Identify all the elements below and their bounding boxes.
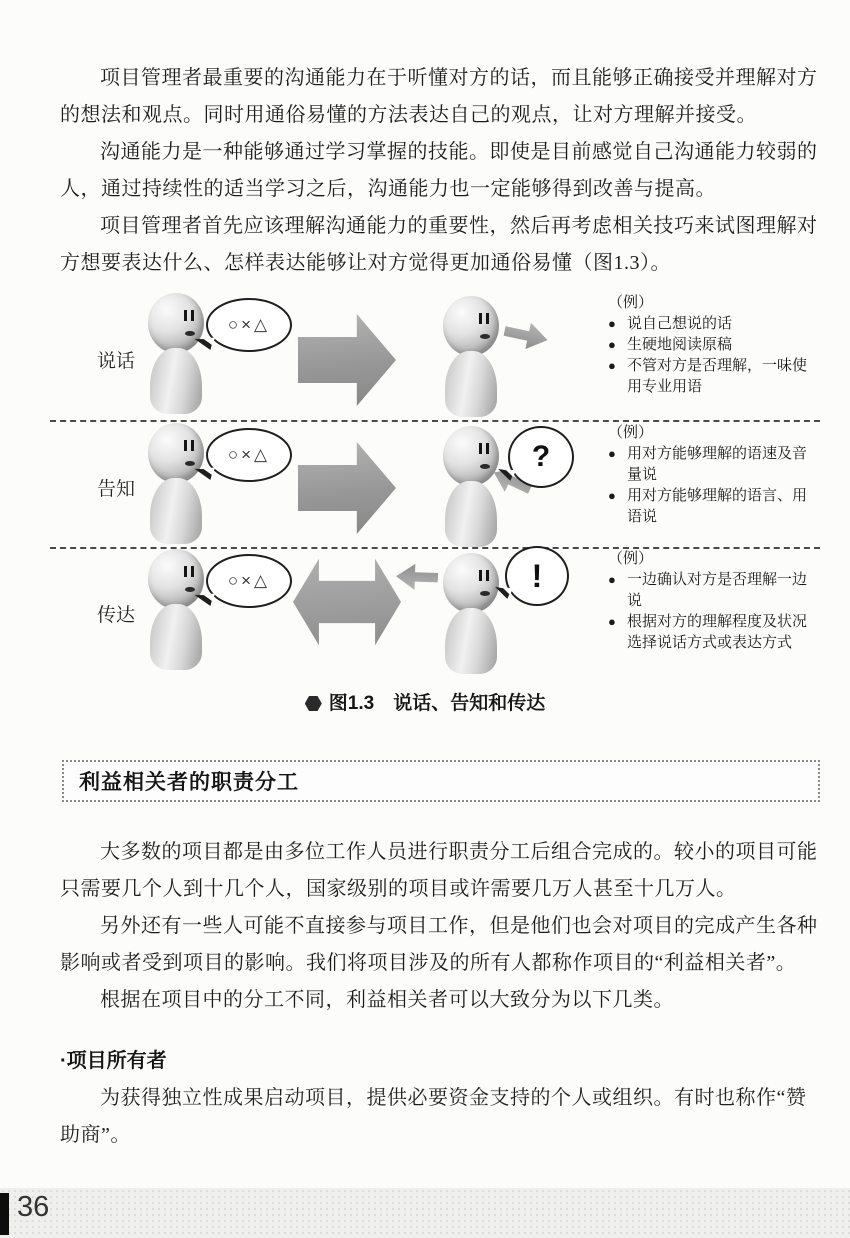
paragraph: 大多数的项目都是由多位工作人员进行职责分工后组合完成的。较小的项目可能只需要几个人到十几个人，国家级别的项目或许需要几万人甚至十几万人。	[60, 841, 818, 900]
paragraph: 项目管理者最重要的沟通能力在于听懂对方的话，而且能够正确接受并理解对方的想法和观点。同时用通俗易懂的方法表达自己的观点，让对方理解并接受。	[60, 67, 818, 126]
intro-paragraphs	[60, 60, 824, 282]
example-list	[608, 422, 820, 527]
person-speaker-icon	[143, 423, 209, 545]
person-listener-icon	[438, 296, 504, 418]
section-paragraphs	[60, 834, 824, 1019]
person-speaker-icon	[143, 293, 209, 415]
paragraph: 为获得独立性成果启动项目，提供必要资金支持的个人或组织。有时也称作“赞助商”。	[60, 1087, 807, 1146]
section-heading-text: 利益相关者的职责分工	[79, 771, 299, 794]
row-label-speaking: 说话	[97, 351, 136, 372]
bullet-icon: ●	[608, 337, 616, 352]
subsection-project-owner	[60, 1044, 824, 1154]
question-bubble: ?	[508, 426, 574, 488]
list-item: ● 生硬地阅读原稿	[608, 336, 733, 353]
bubble-symbols: ○×△	[227, 445, 271, 464]
figure-caption	[0, 688, 850, 715]
person-listener-icon	[438, 426, 504, 548]
list-item: ● 根据对方的理解程度及状况选择说话方式或表达方式	[608, 613, 808, 651]
list-item: ● 用对方能够理解的语言、用语说	[608, 487, 808, 525]
right-arrow-icon	[298, 442, 396, 534]
example-label: （例）	[608, 294, 654, 311]
bubble-symbols: ○×△	[227, 571, 271, 590]
figure-1-3	[40, 290, 830, 690]
person-speaker-icon	[143, 549, 209, 671]
figure-caption-text: 图1.3 说话、告知和传达	[328, 693, 546, 714]
bullet-icon: ●	[608, 358, 616, 373]
hexagon-bullet-icon	[305, 696, 322, 711]
small-arrow-icon	[502, 318, 551, 354]
paragraph: 项目管理者首先应该理解沟通能力的重要性，然后再考虑相关技巧来试图理解对方想要表达什么、怎样表达能够让对方觉得更加通俗易懂（图1.3）。	[60, 215, 818, 274]
list-item: ● 用对方能够理解的语速及音量说	[608, 445, 808, 483]
double-arrow-icon	[293, 556, 401, 648]
example-list	[608, 292, 820, 397]
speech-bubble	[206, 428, 292, 482]
paragraph: 沟通能力是一种能够通过学习掌握的技能。即使是目前感觉自己沟通能力较弱的人，通过持续性的适当学习之后，沟通能力也一定能够得到改善与提高。	[60, 141, 818, 200]
page-tab-bar	[0, 1193, 9, 1235]
paragraph: 根据在项目中的分工不同，利益相关者可以大致分为以下几类。	[100, 989, 674, 1011]
page-footer	[0, 1188, 850, 1238]
list-item: ● 说自己想说的话	[608, 315, 733, 332]
row-label-informing: 告知	[97, 479, 136, 500]
person-listener-icon	[438, 553, 504, 675]
paragraph: 另外还有一些人可能不直接参与项目工作，但是他们也会对项目的完成产生各种影响或者受到项目的影响。我们将项目涉及的所有人都称作项目的“利益相关者”。	[60, 915, 818, 974]
bullet-icon: ●	[608, 316, 616, 331]
speech-bubble	[206, 298, 292, 352]
section-heading	[62, 760, 820, 802]
example-list	[608, 548, 820, 653]
bullet-icon: ●	[608, 614, 616, 629]
example-label: （例）	[608, 550, 654, 567]
bullet-icon: ●	[608, 488, 616, 503]
bubble-symbols: ○×△	[227, 315, 271, 334]
row-label-conveying: 传达	[97, 605, 136, 626]
bullet-icon: ●	[608, 446, 616, 461]
exclamation-bubble: !	[505, 546, 569, 606]
page-number: 36	[17, 1191, 50, 1223]
list-item: ● 一边确认对方是否理解一边说	[608, 571, 808, 609]
bullet-icon: ●	[608, 572, 616, 587]
example-label: （例）	[608, 424, 654, 441]
subsection-title: ·项目所有者	[60, 1050, 167, 1072]
small-arrow-icon	[396, 563, 439, 590]
list-item: ● 不管对方是否理解，一味使用专业用语	[608, 357, 808, 395]
right-arrow-icon	[298, 314, 396, 406]
speech-bubble	[206, 554, 292, 608]
